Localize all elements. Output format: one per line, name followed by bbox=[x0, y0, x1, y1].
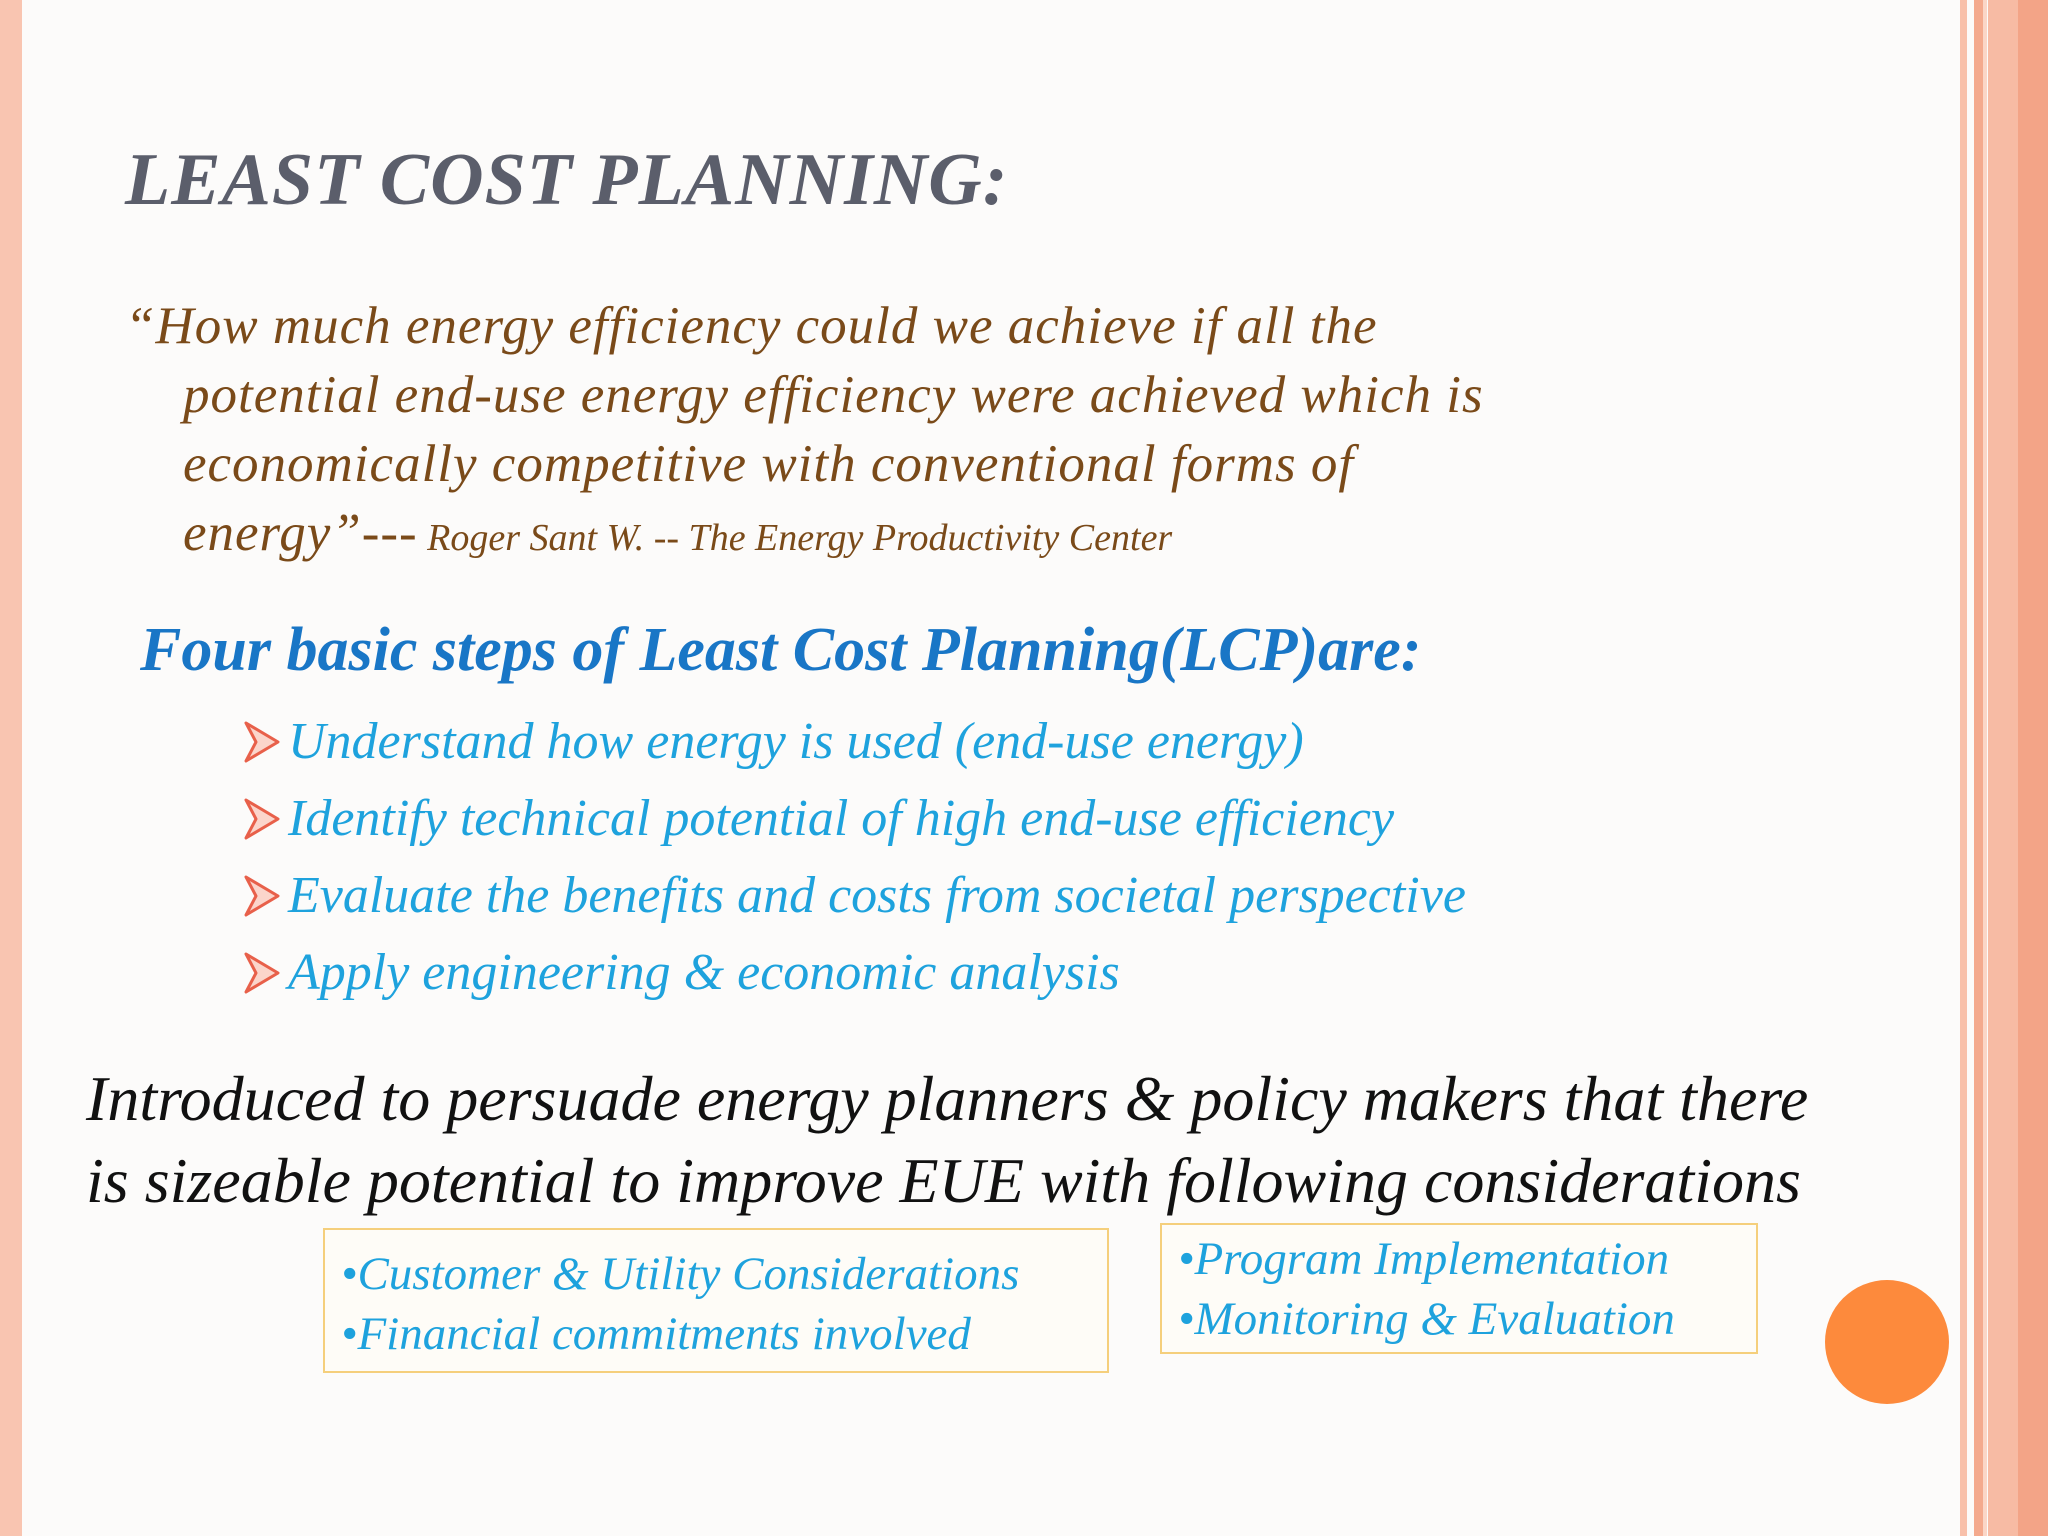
right-border-stripe bbox=[1988, 0, 2018, 1536]
right-border-stripe bbox=[1974, 0, 1983, 1536]
considerations-box-right bbox=[1160, 1223, 1758, 1354]
step-text: Evaluate the benefits and costs from societal perspective bbox=[288, 867, 1466, 924]
right-border-stripe bbox=[2018, 0, 2048, 1536]
slide-title: LEAST COST PLANNING: bbox=[125, 139, 1009, 221]
intro-paragraph bbox=[86, 1058, 1808, 1222]
quote-text: How much energy efficiency could we achieve if all the bbox=[155, 297, 1378, 355]
list-item bbox=[244, 857, 1466, 934]
intro-line: is sizeable potential to improve EUE with following considerations bbox=[86, 1145, 1801, 1216]
list-item bbox=[244, 934, 1466, 1011]
consideration-item: •Customer & Utility Considerations bbox=[341, 1248, 1020, 1300]
arrow-bullet-icon bbox=[244, 952, 280, 994]
arrow-bullet-icon bbox=[244, 875, 280, 917]
arrow-bullet-icon bbox=[244, 798, 280, 840]
consideration-item: •Monitoring & Evaluation bbox=[1178, 1293, 1675, 1345]
intro-line: Introduced to persuade energy planners & policy makers that there bbox=[86, 1063, 1809, 1134]
quote-text: energy”--- bbox=[183, 504, 418, 562]
quote-open-mark: “ bbox=[125, 297, 156, 355]
quote-line: economically competitive with conventional forms of bbox=[183, 435, 1355, 493]
considerations-box-left bbox=[323, 1228, 1109, 1373]
list-item bbox=[244, 703, 1466, 780]
steps-list bbox=[244, 703, 1466, 1011]
quote-line bbox=[125, 292, 1725, 361]
steps-heading: Four basic steps of Least Cost Planning(LCP)are: bbox=[140, 616, 1422, 684]
arrow-bullet-icon bbox=[244, 721, 280, 763]
quote-line: potential end-use energy efficiency were achieved which is bbox=[183, 366, 1484, 424]
step-text: Understand how energy is used (end-use energy) bbox=[288, 713, 1304, 770]
consideration-item: •Program Implementation bbox=[1178, 1233, 1670, 1285]
orange-circle-decoration bbox=[1825, 1280, 1949, 1404]
right-border-stripe bbox=[1960, 0, 1967, 1536]
right-border-stripe bbox=[1983, 0, 1987, 1536]
step-text: Identify technical potential of high end-use efficiency bbox=[288, 790, 1395, 847]
quote-line bbox=[125, 499, 1725, 573]
quote-block bbox=[125, 292, 1725, 573]
consideration-item: •Financial commitments involved bbox=[341, 1308, 971, 1360]
quote-attribution: Roger Sant W. -- The Energy Productivity Center bbox=[417, 517, 1173, 559]
left-border-stripe bbox=[0, 0, 22, 1536]
list-item bbox=[244, 780, 1466, 857]
step-text: Apply engineering & economic analysis bbox=[288, 944, 1120, 1001]
